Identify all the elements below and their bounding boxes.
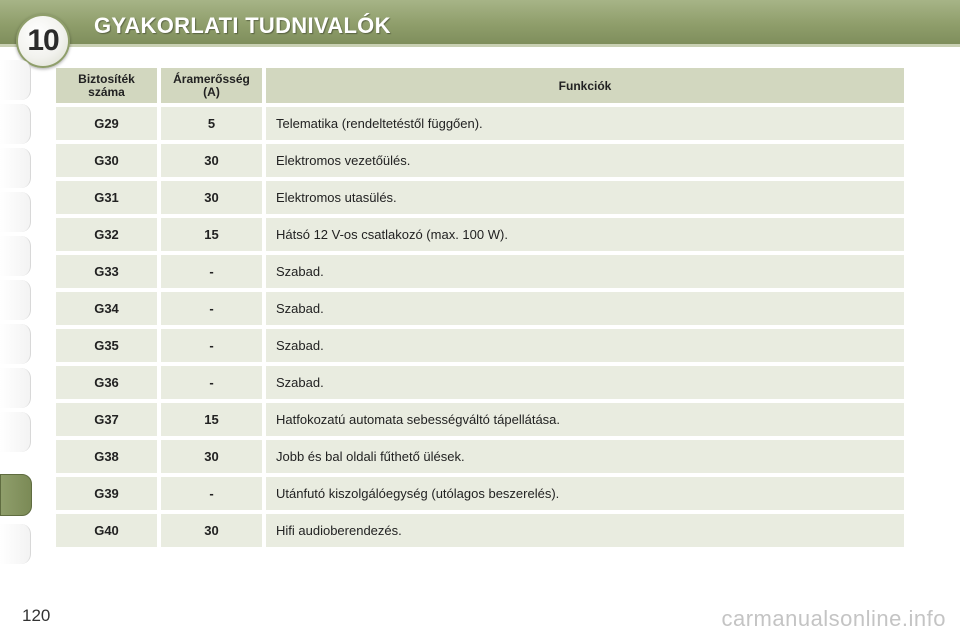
watermark-text: carmanualsonline.info bbox=[721, 606, 946, 631]
function-cell: Hifi audioberendezés. bbox=[266, 514, 904, 547]
fuse-cell: G35 bbox=[56, 329, 157, 362]
chapter-tab-7[interactable] bbox=[0, 324, 31, 364]
table-header-row bbox=[56, 68, 904, 103]
function-cell: Elektromos utasülés. bbox=[266, 181, 904, 214]
fuse-cell: G34 bbox=[56, 292, 157, 325]
function-cell: Elektromos vezetőülés. bbox=[266, 144, 904, 177]
page-number: 120 bbox=[22, 606, 51, 625]
table-row bbox=[56, 218, 904, 251]
table-row bbox=[56, 181, 904, 214]
header-current: Áramerősség (A) bbox=[161, 68, 262, 103]
fuse-cell: G33 bbox=[56, 255, 157, 288]
function-cell: Utánfutó kiszolgálóegység (utólagos beszerelés). bbox=[266, 477, 904, 510]
function-cell: Szabad. bbox=[266, 366, 904, 399]
page-title: GYAKORLATI TUDNIVALÓK bbox=[94, 13, 391, 38]
fuse-cell: G32 bbox=[56, 218, 157, 251]
table-row bbox=[56, 477, 904, 510]
chapter-tabs bbox=[0, 60, 34, 580]
chapter-tab-1[interactable] bbox=[0, 60, 31, 100]
table-row bbox=[56, 107, 904, 140]
fuse-cell: G39 bbox=[56, 477, 157, 510]
fuse-cell: G38 bbox=[56, 440, 157, 473]
fuse-cell: G37 bbox=[56, 403, 157, 436]
chapter-tab-9[interactable] bbox=[0, 412, 31, 452]
table-row bbox=[56, 366, 904, 399]
amps-cell: - bbox=[161, 255, 262, 288]
amps-cell: - bbox=[161, 366, 262, 399]
header-divider bbox=[0, 44, 960, 47]
table-row bbox=[56, 329, 904, 362]
table-row bbox=[56, 440, 904, 473]
amps-cell: 30 bbox=[161, 514, 262, 547]
chapter-tab-5[interactable] bbox=[0, 236, 31, 276]
function-cell: Hatfokozatú automata sebességváltó tápellátása. bbox=[266, 403, 904, 436]
amps-cell: - bbox=[161, 329, 262, 362]
fuse-cell: G40 bbox=[56, 514, 157, 547]
chapter-tab-6[interactable] bbox=[0, 280, 31, 320]
function-cell: Hátsó 12 V-os csatlakozó (max. 100 W). bbox=[266, 218, 904, 251]
chapter-tab-8[interactable] bbox=[0, 368, 31, 408]
amps-cell: 15 bbox=[161, 218, 262, 251]
amps-cell: 30 bbox=[161, 181, 262, 214]
amps-cell: 5 bbox=[161, 107, 262, 140]
fuse-cell: G31 bbox=[56, 181, 157, 214]
function-cell: Szabad. bbox=[266, 292, 904, 325]
chapter-tab-2[interactable] bbox=[0, 104, 31, 144]
table-row bbox=[56, 514, 904, 547]
header-functions: Funkciók bbox=[266, 68, 904, 103]
table-row bbox=[56, 403, 904, 436]
chapter-number: 10 bbox=[27, 24, 59, 57]
function-cell: Jobb és bal oldali fűthető ülések. bbox=[266, 440, 904, 473]
chapter-tab-4[interactable] bbox=[0, 192, 31, 232]
amps-cell: 30 bbox=[161, 440, 262, 473]
function-cell: Szabad. bbox=[266, 329, 904, 362]
table-row bbox=[56, 292, 904, 325]
amps-cell: 30 bbox=[161, 144, 262, 177]
fuse-cell: G36 bbox=[56, 366, 157, 399]
amps-cell: - bbox=[161, 292, 262, 325]
function-cell: Szabad. bbox=[266, 255, 904, 288]
chapter-tab-10-active[interactable] bbox=[0, 474, 32, 516]
chapter-tab-3[interactable] bbox=[0, 148, 31, 188]
amps-cell: 15 bbox=[161, 403, 262, 436]
fuse-table bbox=[56, 68, 904, 551]
amps-cell: - bbox=[161, 477, 262, 510]
table-row bbox=[56, 144, 904, 177]
function-cell: Telematika (rendeltetéstől függően). bbox=[266, 107, 904, 140]
fuse-cell: G29 bbox=[56, 107, 157, 140]
header-fuse-number: Biztosíték száma bbox=[56, 68, 157, 103]
chapter-tab-11[interactable] bbox=[0, 524, 31, 564]
fuse-cell: G30 bbox=[56, 144, 157, 177]
table-row bbox=[56, 255, 904, 288]
